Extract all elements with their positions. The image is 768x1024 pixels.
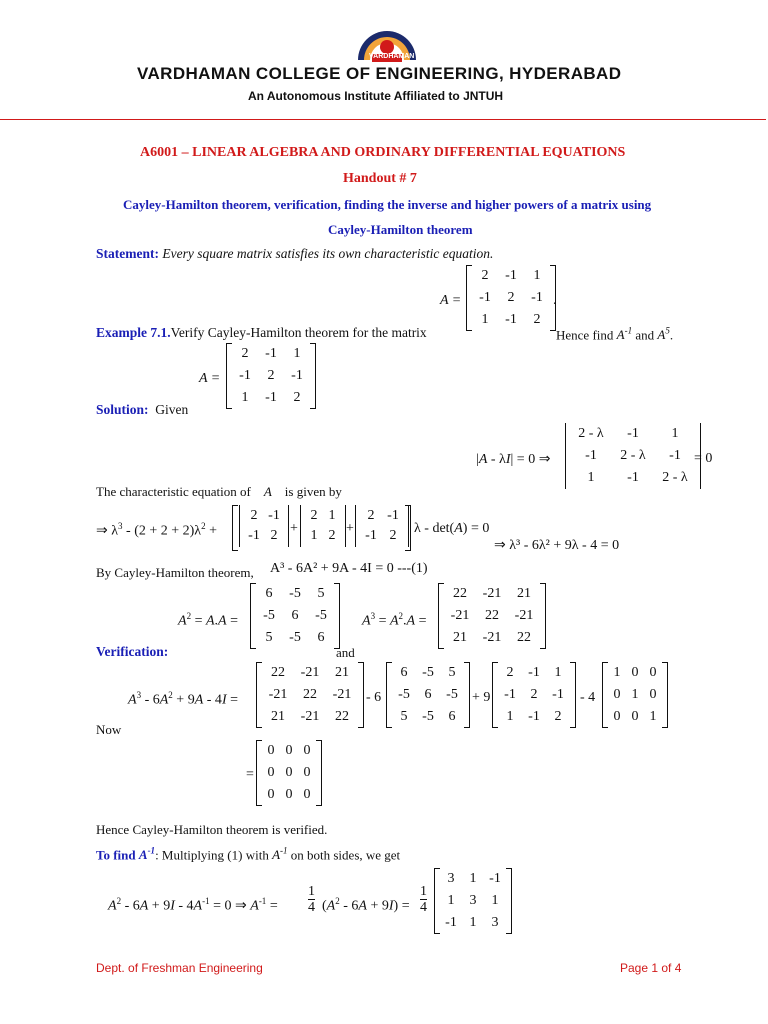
matrix-entry: 1 bbox=[310, 528, 318, 543]
matrix-entry: -1 bbox=[265, 390, 277, 405]
matrix-entry: 1 bbox=[293, 346, 301, 361]
matrix-entry: 5 bbox=[400, 709, 408, 724]
matrix-entry: -1 bbox=[505, 268, 517, 283]
expansion-expression: ⇒ $\lambda^3 - (2 + 2 + 2)\lambda^2$ + bbox=[96, 521, 218, 539]
matrix-entry: 0 bbox=[267, 787, 275, 802]
matrix-entry: -5 bbox=[289, 586, 301, 601]
now-text: Now bbox=[96, 722, 122, 737]
matrix-entry: -21 bbox=[268, 687, 288, 702]
verify-matrix-a3 bbox=[262, 664, 358, 726]
fraction-1: 1 4 bbox=[308, 884, 315, 915]
plus-9: + 9 bbox=[472, 690, 491, 705]
inverse-middle: $(A^2 - 6A + 9I)$ = bbox=[322, 896, 410, 914]
example-text: Verify Cayley-Hamilton theorem for the matrix bbox=[170, 325, 427, 340]
equation-1: A³ - 6A² + 9A - 4I = 0 ---(1) bbox=[270, 561, 428, 576]
det-expression: |A - λI| = 0 ⇒ bbox=[476, 452, 551, 467]
matrix-entry: -21 bbox=[514, 608, 534, 623]
matrix-entry: 6 bbox=[448, 709, 456, 724]
char-poly: ⇒ λ³ - 6λ² + 9λ - 4 = 0 bbox=[494, 538, 620, 553]
matrix-entry: 0 bbox=[649, 687, 657, 702]
matrix-entry: -1 bbox=[239, 368, 251, 383]
matrix-entry: 22 bbox=[303, 687, 317, 702]
matrix-entry: -5 bbox=[315, 608, 327, 623]
det-equals-zero: = 0 bbox=[694, 451, 713, 466]
matrix-entry: -1 bbox=[365, 528, 377, 543]
matrix-entry: 22 bbox=[271, 665, 285, 680]
matrix-entry: 6 bbox=[400, 665, 408, 680]
matrix-a-given bbox=[232, 345, 310, 407]
matrix-entry: 22 bbox=[335, 709, 349, 724]
matrix-entry: 0 bbox=[285, 743, 293, 758]
logo-text: VARDHAMAN bbox=[369, 53, 415, 60]
statement-text: Every square matrix satisfies its own characteristic equation. bbox=[162, 246, 494, 261]
verify-matrix-i bbox=[608, 664, 662, 726]
matrix-entry: 2 bbox=[533, 312, 541, 327]
matrix-a-inverse bbox=[440, 870, 506, 932]
matrix-entry: -21 bbox=[332, 687, 352, 702]
matrix-entry: -1 bbox=[445, 915, 457, 930]
matrix-entry: 0 bbox=[303, 743, 311, 758]
matrix-entry: 6 bbox=[424, 687, 432, 702]
matrix-entry: 5 bbox=[317, 586, 325, 601]
matrix-entry: -1 bbox=[627, 426, 639, 441]
a2-expression: $A^2 = A.A$ = bbox=[178, 611, 238, 629]
verified-text: Hence Cayley-Hamilton theorem is verified. bbox=[96, 822, 328, 837]
matrix-entry: 21 bbox=[335, 665, 349, 680]
char-determinant bbox=[570, 425, 696, 487]
matrix-entry: 21 bbox=[517, 586, 531, 601]
matrix-entry: 5 bbox=[265, 630, 273, 645]
matrix-entry: -5 bbox=[446, 687, 458, 702]
plus-1: + bbox=[290, 521, 298, 536]
matrix-entry: -5 bbox=[422, 665, 434, 680]
matrix-entry: 1 bbox=[469, 915, 477, 930]
verification-label: Verification: bbox=[96, 644, 169, 659]
college-logo bbox=[352, 20, 422, 64]
solution-line: Solution: Given bbox=[96, 402, 189, 417]
inverse-expression: $A^2 - 6A + 9I - 4A^{-1} = 0$ ⇒ $A^{-1}$ = bbox=[108, 896, 278, 914]
fraction-2: 1 4 bbox=[420, 884, 427, 915]
matrix-entry: -1 bbox=[504, 687, 516, 702]
matrix-entry: 3 bbox=[447, 871, 455, 886]
matrix-entry: -1 bbox=[265, 346, 277, 361]
example-line bbox=[96, 325, 427, 341]
matrix-entry: 1 bbox=[469, 871, 477, 886]
verify-matrix-a bbox=[498, 664, 570, 726]
minus-6: - 6 bbox=[366, 690, 382, 705]
equals-zero-matrix: = bbox=[246, 767, 254, 782]
matrix-entry: -1 bbox=[505, 312, 517, 327]
matrix-entry: -21 bbox=[450, 608, 470, 623]
plus-2: + bbox=[346, 521, 354, 536]
matrix-entry: 1 bbox=[671, 426, 679, 441]
matrix-entry: 3 bbox=[469, 893, 477, 908]
matrix-entry: -1 bbox=[585, 448, 597, 463]
matrix-entry: 2 bbox=[507, 290, 515, 305]
matrix-entry: -21 bbox=[482, 630, 502, 645]
handout-number: Handout # 7 bbox=[343, 171, 417, 186]
matrix-entry: 1 bbox=[631, 687, 639, 702]
matrix-entry: 0 bbox=[613, 687, 621, 702]
matrix-entry: 1 bbox=[554, 665, 562, 680]
matrix-entry: 2 bbox=[481, 268, 489, 283]
matrix-entry: 2 bbox=[293, 390, 301, 405]
matrix-entry: 2 bbox=[506, 665, 514, 680]
matrix-entry: 0 bbox=[285, 765, 293, 780]
expansion-close-bracket bbox=[405, 505, 411, 551]
matrix-entry: -5 bbox=[398, 687, 410, 702]
to-find-line: To find $A^{-1}$: Multiplying (1) with $A^{-1}$ on both sides, we get bbox=[96, 846, 401, 863]
matrix-entry: -21 bbox=[482, 586, 502, 601]
minor-1 bbox=[244, 507, 284, 545]
matrix-entry: 0 bbox=[303, 787, 311, 802]
given-a-label: A = bbox=[199, 371, 221, 386]
matrix-entry: -1 bbox=[669, 448, 681, 463]
matrix-entry: 0 bbox=[631, 665, 639, 680]
matrix-entry: 0 bbox=[285, 787, 293, 802]
statement bbox=[96, 246, 493, 262]
matrix-entry: -21 bbox=[300, 665, 320, 680]
matrix-entry: 22 bbox=[485, 608, 499, 623]
matrix-entry: -1 bbox=[627, 470, 639, 485]
matrix-a-label: A = bbox=[440, 293, 462, 308]
matrix-entry: 1 bbox=[481, 312, 489, 327]
example-label: Example 7.1. bbox=[96, 325, 171, 340]
matrix-entry: 1 bbox=[491, 893, 499, 908]
matrix-entry: 2 bbox=[530, 687, 538, 702]
minor-3 bbox=[360, 507, 404, 545]
matrix-entry: 0 bbox=[649, 665, 657, 680]
period: . bbox=[553, 293, 557, 308]
by-ch-line: By Cayley-Hamilton theorem, bbox=[96, 565, 254, 580]
matrix-entry: 6 bbox=[291, 608, 299, 623]
matrix-entry: 2 - λ bbox=[620, 448, 646, 463]
matrix-entry: 5 bbox=[448, 665, 456, 680]
matrix-entry: -1 bbox=[552, 687, 564, 702]
matrix-entry: -1 bbox=[248, 528, 260, 543]
matrix-entry: 1 bbox=[533, 268, 541, 283]
matrix-entry: -5 bbox=[263, 608, 275, 623]
matrix-entry: 0 bbox=[631, 709, 639, 724]
course-title: A6001 – LINEAR ALGEBRA AND ORDINARY DIFFERENTIAL EQUATIONS bbox=[140, 145, 626, 160]
college-name: VARDHAMAN COLLEGE OF ENGINEERING, HYDERABAD bbox=[137, 64, 622, 83]
footer-page: Page 1 of 4 bbox=[620, 961, 682, 975]
a3-expression: $A^3 = A^2.A$ = bbox=[362, 611, 427, 629]
matrix-entry: 0 bbox=[267, 765, 275, 780]
matrix-entry: -1 bbox=[387, 508, 399, 523]
matrix-entry: -1 bbox=[528, 709, 540, 724]
matrix-a-example bbox=[472, 267, 550, 329]
header-divider bbox=[0, 119, 766, 120]
matrix-entry: -1 bbox=[479, 290, 491, 305]
matrix-entry: 6 bbox=[317, 630, 325, 645]
matrix-entry: 2 bbox=[328, 528, 336, 543]
matrix-entry: 0 bbox=[267, 743, 275, 758]
minor-2 bbox=[305, 507, 341, 545]
matrix-entry: 2 bbox=[367, 508, 375, 523]
matrix-entry: 1 bbox=[447, 893, 455, 908]
college-subtitle: An Autonomous Institute Affiliated to JNTUH bbox=[248, 89, 504, 103]
matrix-a3 bbox=[444, 585, 540, 647]
matrix-entry: 2 - λ bbox=[578, 426, 604, 441]
matrix-entry: 2 bbox=[310, 508, 318, 523]
solution-label: Solution: bbox=[96, 402, 149, 417]
matrix-entry: 22 bbox=[453, 586, 467, 601]
matrix-entry: -21 bbox=[300, 709, 320, 724]
matrix-entry: 2 bbox=[270, 528, 278, 543]
minus-4: - 4 bbox=[580, 690, 596, 705]
matrix-entry: 2 - λ bbox=[662, 470, 688, 485]
verify-matrix-a2 bbox=[392, 664, 464, 726]
footer-dept: Dept. of Freshman Engineering bbox=[96, 961, 263, 975]
matrix-a2 bbox=[256, 585, 334, 647]
char-eq-line: The characteristic equation of A is given by bbox=[96, 484, 342, 499]
matrix-entry: 1 bbox=[587, 470, 595, 485]
matrix-entry: -1 bbox=[531, 290, 543, 305]
matrix-entry: 0 bbox=[303, 765, 311, 780]
and-text: and bbox=[336, 645, 355, 660]
matrix-entry: 2 bbox=[250, 508, 258, 523]
matrix-entry: 1 bbox=[613, 665, 621, 680]
matrix-entry: -1 bbox=[528, 665, 540, 680]
matrix-entry: 2 bbox=[554, 709, 562, 724]
expansion-open-bracket bbox=[232, 505, 238, 551]
matrix-entry: 2 bbox=[389, 528, 397, 543]
matrix-entry: 21 bbox=[453, 630, 467, 645]
topic-line-1: Cayley-Hamilton theorem, verification, finding the inverse and higher powers of a matrix using bbox=[123, 197, 652, 212]
matrix-entry: 1 bbox=[649, 709, 657, 724]
matrix-entry: 2 bbox=[267, 368, 275, 383]
matrix-entry: 1 bbox=[241, 390, 249, 405]
matrix-entry: -5 bbox=[422, 709, 434, 724]
matrix-entry: 21 bbox=[271, 709, 285, 724]
matrix-entry: -1 bbox=[268, 508, 280, 523]
topic-line-2: Cayley-Hamilton theorem bbox=[328, 222, 473, 237]
det-term: λ - det(A) = 0 bbox=[414, 521, 490, 536]
matrix-entry: -1 bbox=[291, 368, 303, 383]
matrix-entry: 0 bbox=[613, 709, 621, 724]
matrix-entry: 2 bbox=[241, 346, 249, 361]
matrix-entry: 1 bbox=[328, 508, 336, 523]
matrix-entry: 1 bbox=[506, 709, 514, 724]
statement-label: Statement: bbox=[96, 246, 159, 261]
matrix-entry: 6 bbox=[265, 586, 273, 601]
matrix-entry: 3 bbox=[491, 915, 499, 930]
matrix-entry: -1 bbox=[489, 871, 501, 886]
zero-matrix bbox=[262, 742, 316, 804]
hence-find: Hence find $A^{-1}$ and $A^5$. bbox=[556, 326, 674, 343]
verification-expression: $A^3 - 6A^2 + 9A - 4I$ = bbox=[128, 690, 239, 708]
matrix-entry: -5 bbox=[289, 630, 301, 645]
matrix-entry: 22 bbox=[517, 630, 531, 645]
